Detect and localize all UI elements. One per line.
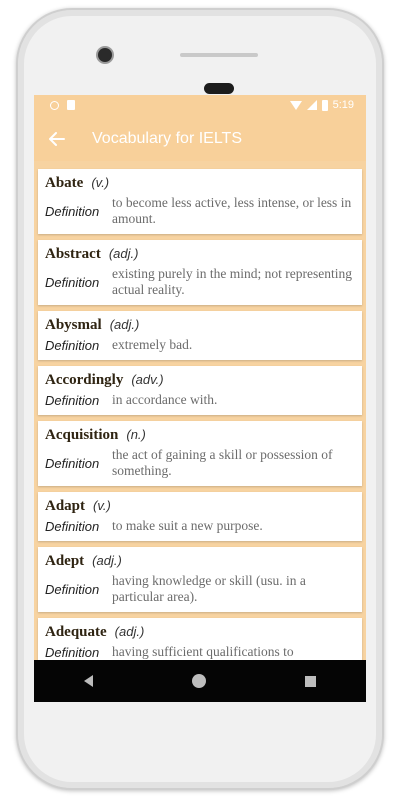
definition-label: Definition — [45, 337, 100, 353]
speaker-grille — [180, 53, 258, 57]
definition-text: to become less active, less intense, or less in amount. — [112, 195, 352, 226]
definition-label: Definition — [45, 518, 100, 534]
part-of-speech: (adv.) — [131, 372, 164, 387]
word-card[interactable] — [38, 169, 362, 234]
part-of-speech: (adj.) — [92, 553, 122, 568]
word-title: Adept — [45, 553, 85, 569]
word-title: Abysmal — [45, 317, 102, 333]
definition-label: Definition — [45, 392, 100, 408]
part-of-speech: (v.) — [91, 175, 110, 190]
back-arrow-icon[interactable] — [34, 117, 80, 161]
word-card[interactable] — [38, 492, 362, 541]
system-nav-bar — [34, 660, 366, 702]
definition-text: the act of gaining a skill or possession of something. — [112, 447, 333, 478]
app-screen — [34, 95, 366, 702]
nav-home-icon[interactable] — [192, 674, 206, 688]
part-of-speech: (v.) — [93, 498, 111, 513]
nav-recents-icon[interactable] — [305, 676, 316, 687]
word-title: Adequate — [45, 624, 107, 640]
word-title: Adapt — [45, 498, 86, 514]
front-camera-icon — [98, 48, 112, 62]
definition-label: Definition — [45, 274, 100, 290]
definition-text: extremely bad. — [112, 337, 193, 352]
part-of-speech: (adj.) — [114, 624, 145, 639]
word-card[interactable] — [38, 421, 362, 486]
definition-text: having knowledge or skill (usu. in a particular area). — [112, 573, 306, 604]
battery-icon — [322, 100, 328, 111]
vocabulary-list[interactable] — [38, 169, 362, 673]
word-title: Abstract — [45, 246, 101, 262]
notification-icon — [50, 101, 59, 110]
word-card[interactable] — [38, 311, 362, 360]
definition-label: Definition — [45, 581, 100, 597]
part-of-speech: (n.) — [126, 427, 146, 442]
signal-icon — [307, 100, 317, 110]
wifi-icon — [290, 101, 302, 110]
earpiece — [204, 83, 234, 94]
definition-text: in accordance with. — [112, 392, 218, 407]
page-title: Vocabulary for IELTS — [92, 130, 242, 147]
word-card[interactable] — [38, 547, 362, 612]
definition-label: Definition — [45, 644, 100, 660]
app-bar — [34, 117, 366, 161]
part-of-speech: (adj.) — [108, 246, 139, 261]
part-of-speech: (adj.) — [109, 317, 140, 332]
definition-text: having sufficient qualifications to — [112, 644, 294, 659]
word-title: Accordingly — [45, 372, 124, 388]
definition-label: Definition — [45, 203, 100, 219]
definition-label: Definition — [45, 455, 100, 471]
word-title: Abate — [45, 175, 84, 191]
status-time: 5:19 — [332, 99, 354, 111]
sd-card-icon — [67, 100, 75, 110]
word-card[interactable] — [38, 366, 362, 415]
status-bar — [34, 95, 366, 117]
definition-text: to make suit a new purpose. — [112, 518, 263, 533]
word-card[interactable] — [38, 240, 362, 305]
definition-text: existing purely in the mind; not representing actual reality. — [112, 266, 352, 297]
word-title: Acquisition — [45, 427, 119, 443]
nav-back-icon[interactable] — [84, 675, 93, 687]
